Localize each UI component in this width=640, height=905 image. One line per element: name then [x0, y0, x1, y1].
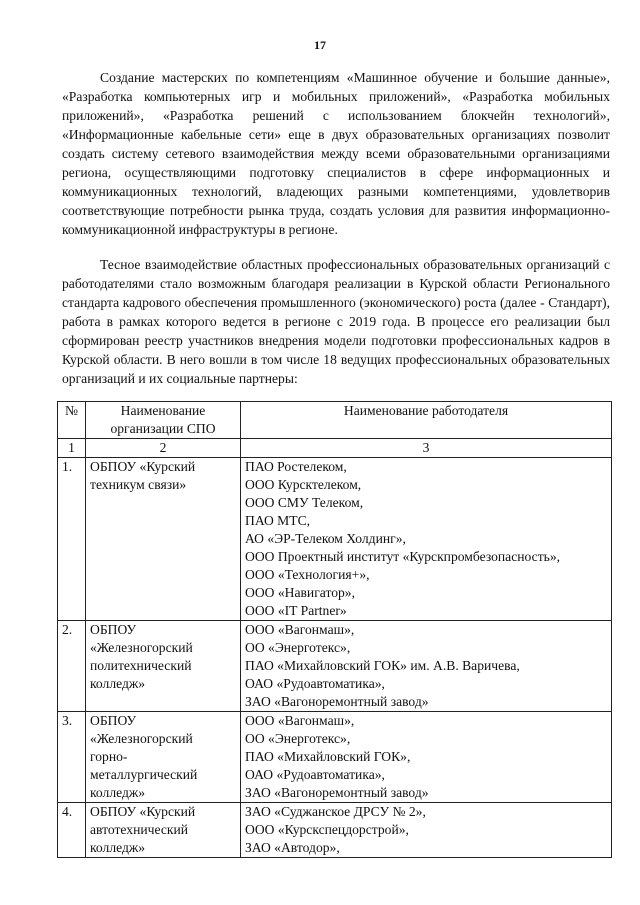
organization-cell	[86, 803, 241, 858]
column-number: 2	[86, 439, 241, 458]
organization-line: ОБПОУ	[90, 713, 137, 728]
employer-line: ООО «Вагонмаш»,	[245, 713, 355, 728]
organization-line: автотехнический	[90, 822, 189, 837]
table-row	[58, 621, 612, 712]
header-employer: Наименование работодателя	[241, 402, 612, 439]
table-row	[58, 803, 612, 858]
organization-line: колледж»	[90, 676, 146, 691]
header-number: №	[58, 402, 86, 439]
organization-line: ОБПОУ «Курский	[90, 804, 196, 819]
employers-cell	[241, 803, 612, 858]
employer-line: ЗАО «Автодор»,	[245, 840, 340, 855]
employer-line: ООО Проектный институт «Курскпромбезопасность»,	[245, 549, 561, 564]
employer-line: ЗАО «Вагоноремонтный завод»	[245, 785, 429, 800]
table-body	[58, 458, 612, 858]
employer-line: ОО «Энерготекс»,	[245, 640, 351, 655]
employer-line: ЗАО «Вагоноремонтный завод»	[245, 694, 429, 709]
column-number: 3	[241, 439, 612, 458]
header-organization: Наименование организации СПО	[86, 402, 241, 439]
employer-line: ООО «Вагонмаш»,	[245, 622, 355, 637]
organization-line: «Железногорский	[90, 731, 193, 746]
organization-line: политехнический	[90, 658, 192, 673]
employer-line: ООО «Курскспецдорстрой»,	[245, 822, 409, 837]
row-number: 2.	[58, 621, 86, 712]
organization-cell	[86, 712, 241, 803]
employers-cell	[241, 621, 612, 712]
employers-cell	[241, 712, 612, 803]
employer-line: ООО СМУ Телеком,	[245, 495, 364, 510]
employer-line: ООО «Навигатор»,	[245, 585, 355, 600]
column-number: 1	[58, 439, 86, 458]
organization-line: ОБПОУ	[90, 622, 137, 637]
page-number: 17	[314, 38, 326, 52]
row-number: 4.	[58, 803, 86, 858]
paragraph-workshops	[62, 68, 610, 239]
partners-table	[57, 401, 612, 858]
employer-line: ООО «Технология+»,	[245, 567, 370, 582]
employer-line: ПАО «Михайловский ГОК»,	[245, 749, 411, 764]
table-row	[58, 458, 612, 621]
employer-line: ПАО Ростелеком,	[245, 459, 347, 474]
paragraph-text: Тесное взаимодействие областных профессиональных образовательных организаций с работодателями стало возможным благодаря реализации в Курской области Регионального стандарта кадрового обеспечения промышленного (экономического) роста (далее - Стандарт), работа в рамках которого ведется в регионе с 2019 года. В процессе его реализации был сформирован реестр участников внедрения модели подготовки профессиональных кадров в Курской области. В него вошли в том числе 18 ведущих профессиональных образовательных организаций и их социальные партнеры:	[62, 257, 610, 386]
organization-line: металлургический	[90, 767, 198, 782]
employer-line: АО «ЭР-Телеком Холдинг»,	[245, 531, 406, 546]
organization-cell	[86, 458, 241, 621]
row-number: 1.	[58, 458, 86, 621]
employer-line: ЗАО «Суджанское ДРСУ № 2»,	[245, 804, 426, 819]
row-number: 3.	[58, 712, 86, 803]
table-row	[58, 712, 612, 803]
employer-line: ООО Курсктелеком,	[245, 477, 362, 492]
organization-line: ОБПОУ «Курский	[90, 459, 196, 474]
organization-cell	[86, 621, 241, 712]
organization-line: горно-	[90, 749, 128, 764]
table-column-numbers-row	[58, 439, 612, 458]
employer-line: ПАО МТС,	[245, 513, 311, 528]
employer-line: ОО «Энерготекс»,	[245, 731, 351, 746]
employer-line: ОАО «Рудоавтоматика»,	[245, 676, 385, 691]
paragraph-employers	[62, 255, 610, 388]
paragraph-text: Создание мастерских по компетенциям «Машинное обучение и большие данные», «Разработка компьютерных игр и мобильных приложений», «Разработка мобильных приложений», «Разработка решений с использованием блокчейн технологий», «Информационные кабельные сети» еще в двух образовательных организациях позволит создать систему сетевого взаимодействия между всеми образовательными организациями региона, осуществляющими подготовку специалистов в сфере информационных и коммуникационных технологий, владеющих разными компетенциями, удовлетворив соответствующие потребности рынка труда, создать условия для развития информационно-коммуникационной инфраструктуры в регионе.	[62, 70, 610, 237]
organization-line: колледж»	[90, 840, 146, 855]
table-header-row	[58, 402, 612, 439]
employers-cell	[241, 458, 612, 621]
employer-line: ОАО «Рудоавтоматика»,	[245, 767, 385, 782]
organization-line: колледж»	[90, 785, 146, 800]
employer-line: ПАО «Михайловский ГОК» им. А.В. Варичева,	[245, 658, 520, 673]
organization-line: техникум связи»	[90, 477, 187, 492]
employer-line: ООО «IT Partner»	[245, 603, 347, 618]
organization-line: «Железногорский	[90, 640, 193, 655]
